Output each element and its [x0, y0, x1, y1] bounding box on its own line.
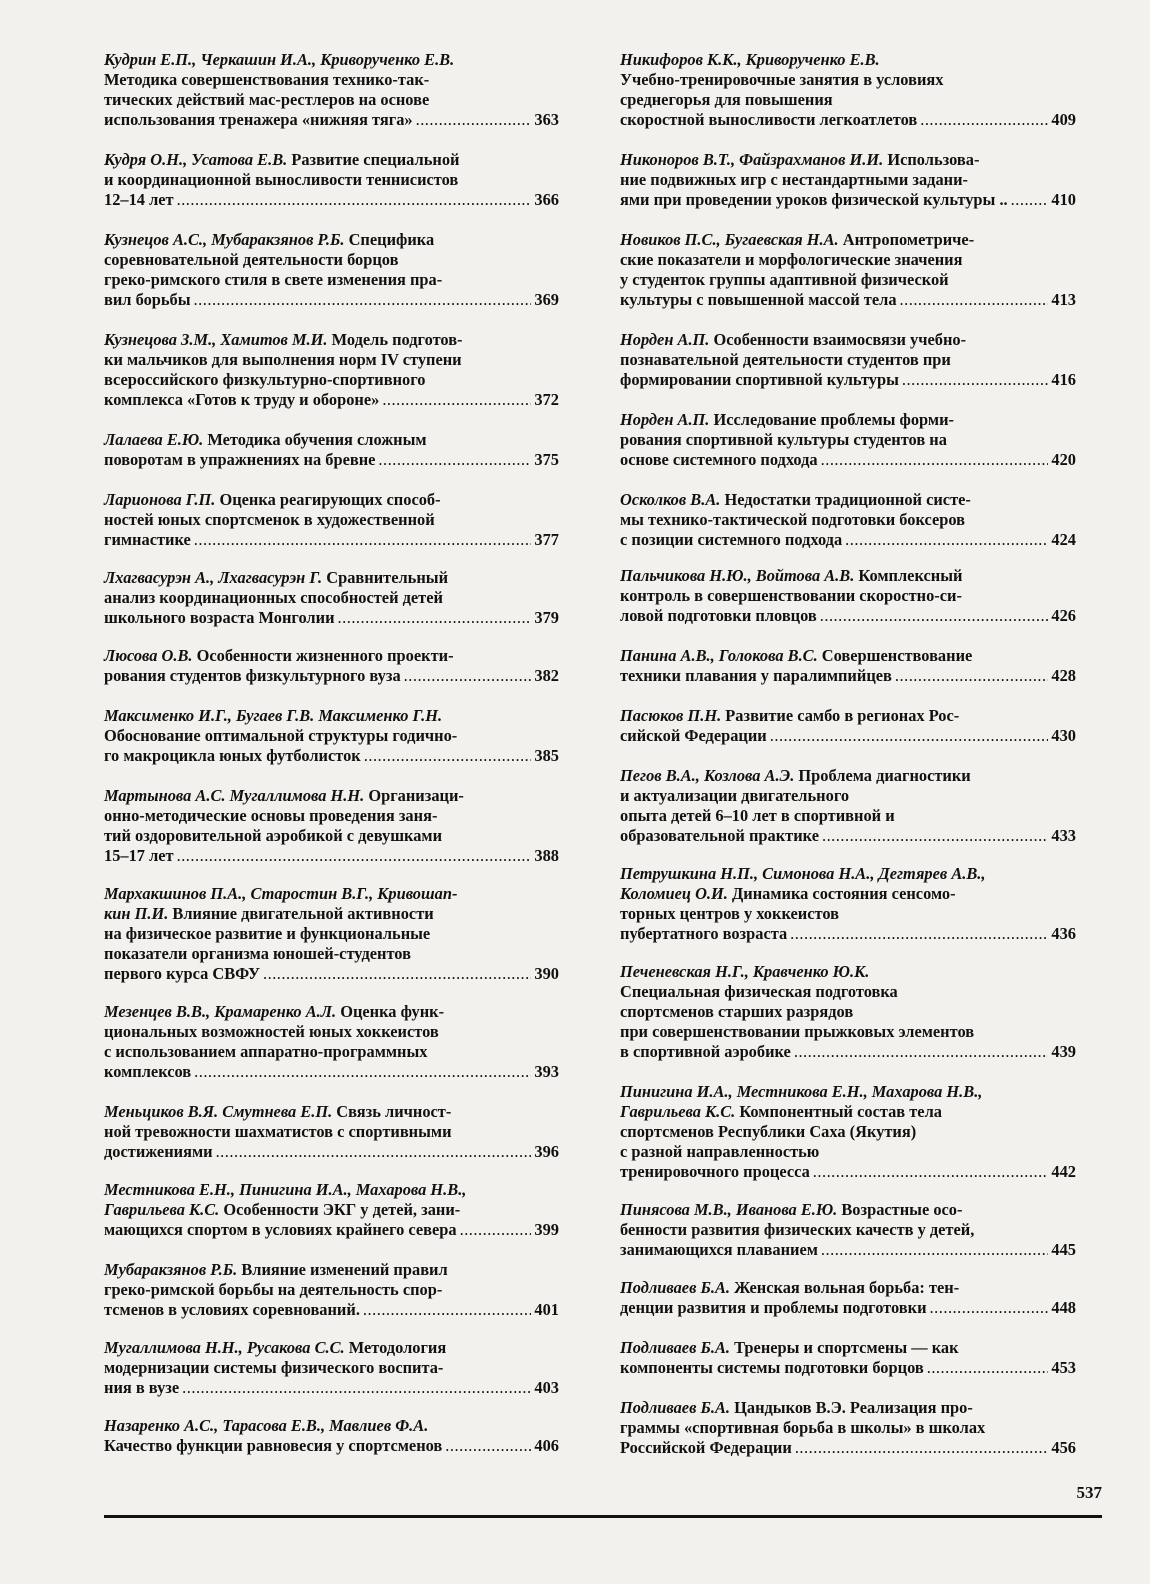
- dot-leader: [820, 606, 1049, 626]
- toc-entry-last-line: [104, 290, 559, 310]
- toc-entry-page: 442: [1051, 1162, 1076, 1181]
- toc-entry-line: Мезенцев В.В., Крамаренко А.Л. Оценка функ-: [104, 1002, 445, 1021]
- toc-entry-line: граммы «спортивная борьба в школы» в школах: [620, 1418, 986, 1437]
- dot-leader: [338, 608, 532, 628]
- toc-entry-last-line: [620, 1240, 1076, 1260]
- toc-entry: [620, 706, 1076, 746]
- toc-entry-line: Обоснование оптимальной структуры годично-: [104, 726, 458, 745]
- toc-entry-page: 377: [534, 530, 559, 549]
- dot-leader: [263, 964, 531, 984]
- toc-entry-last-line: [620, 110, 1076, 130]
- toc-entry-line: Коломиец О.И. Динамика состояния сенсомо-: [620, 884, 956, 903]
- toc-entry-title-end: ловой подготовки пловцов: [620, 606, 817, 625]
- toc-entry-line: контроль в совершенствовании скоростно-си-: [620, 586, 962, 605]
- toc-entry-line: циональных возможностей юных хоккеистов: [104, 1022, 439, 1041]
- toc-entry-last-line: [104, 964, 559, 984]
- toc-entry: [104, 330, 559, 410]
- toc-entry-line: Кудря О.Н., Усатова Е.В. Развитие специальной: [104, 150, 460, 169]
- toc-entry-last-line: [620, 1042, 1076, 1062]
- toc-entry-line: бенности развития физических качеств у детей,: [620, 1220, 975, 1239]
- toc-entry-title-end: тсменов в условиях соревнований.: [104, 1300, 360, 1319]
- dot-leader: [790, 924, 1048, 944]
- toc-entry-last-line: [104, 1378, 559, 1398]
- toc-entry: [620, 1338, 1076, 1378]
- toc-entry-last-line: [620, 1438, 1076, 1458]
- toc-entry-title-end: в спортивной аэробике: [620, 1042, 791, 1061]
- toc-entry-page: 379: [534, 608, 559, 627]
- toc-entry: [104, 230, 559, 310]
- toc-entry-line: Подливаев Б.А. Цандыков В.Э. Реализация про-: [620, 1398, 973, 1417]
- toc-entry-line: и координационной выносливости теннисистов: [104, 170, 459, 189]
- toc-entry-line: рования спортивной культуры студентов на: [620, 430, 947, 449]
- toc-entry-line: Осколков В.А. Недостатки традиционной систе-: [620, 490, 971, 509]
- toc-entry-last-line: [104, 450, 559, 470]
- toc-entry-line: Пасюков П.Н. Развитие самбо в регионах Рос-: [620, 706, 960, 725]
- dot-leader: [194, 290, 532, 310]
- toc-entry-last-line: [620, 1162, 1076, 1182]
- toc-entry: [104, 884, 559, 984]
- toc-entry-title-end: с позиции системного подхода: [620, 530, 843, 549]
- toc-entry: [620, 1278, 1076, 1318]
- toc-entry-last-line: [104, 190, 559, 210]
- toc-entry-last-line: [620, 726, 1076, 746]
- dot-leader: [821, 450, 1049, 470]
- toc-entry-title-end: достижениями: [104, 1142, 213, 1161]
- toc-entry: [104, 1102, 559, 1162]
- toc-entry-title-end: мающихся спортом в условиях крайнего севера: [104, 1220, 457, 1239]
- toc-entry-title-end: использования тренажера «нижняя тяга»: [104, 110, 413, 129]
- toc-entry-page: 369: [534, 290, 559, 309]
- toc-entry-title-end: формировании спортивной культуры: [620, 370, 899, 389]
- toc-entry-title-end: школьного возраста Монголии: [104, 608, 335, 627]
- dot-leader: [364, 746, 532, 766]
- toc-entry-last-line: [104, 1436, 559, 1456]
- toc-entry-line: спортсменов Республики Саха (Якутия): [620, 1122, 917, 1141]
- toc-entry-line: на физическое развитие и функциональные: [104, 924, 431, 943]
- toc-entry-line: Учебно-тренировочные занятия в условиях: [620, 70, 944, 89]
- toc-entry: [104, 568, 559, 628]
- page-number: 537: [1076, 1483, 1102, 1502]
- toc-entry-line: соревновательной деятельности борцов: [104, 250, 399, 269]
- toc-entry-line: тических действий мас-рестлеров на основе: [104, 90, 430, 109]
- toc-entry-title-end: пубертатного возраста: [620, 924, 788, 943]
- toc-entry-page: 406: [534, 1436, 559, 1455]
- toc-entry-page: 436: [1051, 924, 1076, 943]
- toc-entry-title-end: культуры с повышенной массой тела: [620, 290, 897, 309]
- toc-entry-last-line: [104, 746, 559, 766]
- toc-entry-line: Никифоров К.К., Криворученко Е.В.: [620, 50, 880, 69]
- toc-entry-page: 448: [1051, 1298, 1076, 1317]
- toc-entry-last-line: [620, 826, 1076, 846]
- toc-entry-title-end: Российской Федерации: [620, 1438, 792, 1457]
- dot-leader: [404, 666, 532, 686]
- toc-entry-line: Кудрин Е.П., Черкашин И.А., Криворученко Е.В.: [104, 50, 455, 69]
- toc-entry-title-end: ями при проведении уроков физической культуры ..: [620, 190, 1008, 209]
- toc-entry-last-line: [620, 1358, 1076, 1378]
- toc-entry-title-end: компоненты системы подготовки борцов: [620, 1358, 924, 1377]
- toc-entry-line: Мугаллимова Н.Н., Русакова С.С. Методология: [104, 1338, 447, 1357]
- toc-entry-line: спортсменов старших разрядов: [620, 1002, 854, 1021]
- toc-entry-page: 410: [1051, 190, 1076, 209]
- toc-entry-line: ки мальчиков для выполнения норм IV ступени: [104, 350, 462, 369]
- toc-entry-line: Печеневская Н.Г., Кравченко Ю.К.: [620, 962, 870, 981]
- toc-entry-last-line: [620, 606, 1076, 626]
- toc-entry-last-line: [620, 924, 1076, 944]
- toc-entry-line: и актуализации двигательного: [620, 786, 850, 805]
- toc-entry-title-end: основе системного подхода: [620, 450, 818, 469]
- toc-entry-title-end: рования студентов физкультурного вуза: [104, 666, 401, 685]
- toc-entry-line: Подливаев Б.А. Тренеры и спортсмены — как: [620, 1338, 959, 1357]
- toc-entry: [104, 1002, 559, 1082]
- toc-entry: [104, 1260, 559, 1320]
- toc-entry-line: анализ координационных способностей детей: [104, 588, 443, 607]
- toc-entry-title-end: комплекса «Готов к труду и обороне»: [104, 390, 380, 409]
- toc-entry-page: 409: [1051, 110, 1076, 129]
- toc-entry-line: Назаренко А.С., Тарасова Е.В., Мавлиев Ф.А.: [104, 1416, 429, 1435]
- dot-leader: [177, 190, 532, 210]
- toc-entry-title-end: образовательной практике: [620, 826, 819, 845]
- toc-entry-title-end: 15–17 лет: [104, 846, 174, 865]
- dot-leader: [902, 370, 1048, 390]
- toc-entry: [620, 1082, 1076, 1182]
- toc-entry: [620, 490, 1076, 550]
- toc-entry: [620, 230, 1076, 310]
- toc-entry: [620, 330, 1076, 390]
- toc-entry-line: Специальная физическая подготовка: [620, 982, 898, 1001]
- toc-entry-line: Подливаев Б.А. Женская вольная борьба: тен-: [620, 1278, 960, 1297]
- dot-leader: [177, 846, 532, 866]
- toc-entry-line: ние подвижных игр с нестандартными задани-: [620, 170, 968, 189]
- toc-entry-page: 456: [1051, 1438, 1076, 1457]
- toc-entry-line: с использованием аппаратно-программных: [104, 1042, 428, 1061]
- toc-entry-line: Лалаева Е.Ю. Методика обучения сложным: [104, 430, 427, 449]
- toc-entry-line: Мархакшинов П.А., Старостин В.Г., Кривошап-: [104, 884, 458, 903]
- dot-leader: [900, 290, 1049, 310]
- toc-entry-last-line: [104, 1062, 559, 1082]
- toc-entry-line: Кузнецов А.С., Мубаракзянов Р.Б. Специфика: [104, 230, 435, 249]
- toc-entry-line: Пинигина И.А., Местникова Е.Н., Махарова Н.В.,: [620, 1082, 983, 1101]
- toc-entry-last-line: [620, 530, 1076, 550]
- dot-leader: [194, 530, 532, 550]
- toc-entry-line: ские показатели и морфологические значения: [620, 250, 963, 269]
- toc-entry-line: Пинясова М.В., Иванова Е.Ю. Возрастные осо-: [620, 1200, 963, 1219]
- toc-entry-line: Пальчикова Н.Ю., Войтова А.В. Комплексный: [620, 566, 963, 585]
- toc-entry-line: Кузнецова З.М., Хамитов М.И. Модель подготов-: [104, 330, 463, 349]
- dot-leader: [216, 1142, 532, 1162]
- toc-entry-title-end: гимнастике: [104, 530, 191, 549]
- toc-entry-line: Мартынова А.С. Мугаллимова Н.Н. Организаци-: [104, 786, 464, 805]
- dot-leader: [445, 1436, 531, 1456]
- toc-entry-line: Меньциков В.Я. Смутнева Е.П. Связь личност-: [104, 1102, 452, 1121]
- toc-entry-page: 430: [1051, 726, 1076, 745]
- toc-entry-line: модернизации системы физического воспита-: [104, 1358, 444, 1377]
- toc-entry-page: 416: [1051, 370, 1076, 389]
- toc-entry-line: Норден А.П. Особенности взаимосвязи учебно-: [620, 330, 967, 349]
- toc-entry-page: 393: [534, 1062, 559, 1081]
- toc-entry-title-end: ния в вузе: [104, 1378, 180, 1397]
- toc-entry-line: показатели организма юношей-студентов: [104, 944, 411, 963]
- toc-entry-page: 396: [534, 1142, 559, 1161]
- toc-entry-last-line: [620, 1298, 1076, 1318]
- toc-entry-page: 433: [1051, 826, 1076, 845]
- toc-entry-last-line: [620, 190, 1076, 210]
- toc-entry-page: 363: [534, 110, 559, 129]
- toc-entry-line: Пегов В.А., Козлова А.Э. Проблема диагностики: [620, 766, 971, 785]
- toc-entry: [620, 646, 1076, 686]
- toc-entry-title-end: тренировочного процесса: [620, 1162, 810, 1181]
- toc-entry-last-line: [104, 846, 559, 866]
- toc-entry-last-line: [620, 450, 1076, 470]
- toc-entry: [104, 1180, 559, 1240]
- toc-entry: [620, 50, 1076, 130]
- dot-leader: [930, 1298, 1049, 1318]
- dot-leader: [416, 110, 532, 130]
- toc-entry: [104, 50, 559, 130]
- toc-entry-last-line: [620, 370, 1076, 390]
- toc-entry-line: познавательной деятельности студентов при: [620, 350, 951, 369]
- toc-entry: [620, 1200, 1076, 1260]
- toc-entry-line: Методика совершенствования технико-так-: [104, 70, 430, 89]
- toc-entry: [620, 410, 1076, 470]
- dot-leader: [382, 390, 531, 410]
- toc-entry: [104, 786, 559, 866]
- toc-entry: [620, 864, 1076, 944]
- toc-entry-line: Гаврильева К.С. Особенности ЭКГ у детей, зани-: [104, 1200, 461, 1219]
- toc-entry-line: Люсова О.В. Особенности жизненного проекти-: [104, 646, 454, 665]
- toc-entry-page: 388: [534, 846, 559, 865]
- dot-leader: [795, 1438, 1049, 1458]
- toc-entry-line: ностей юных спортсменок в художественной: [104, 510, 435, 529]
- toc-entry-title-end: первого курса СВФУ: [104, 964, 261, 983]
- toc-entry-page: 424: [1051, 530, 1076, 549]
- toc-entry-line: греко-римского стиля в свете изменения пра-: [104, 270, 443, 289]
- dot-leader: [813, 1162, 1049, 1182]
- toc-entry-page: 366: [534, 190, 559, 209]
- footer-rule: [104, 1515, 1102, 1518]
- toc-entry-page: 401: [534, 1300, 559, 1319]
- toc-entry-line: Новиков П.С., Бугаевская Н.А. Антропометриче-: [620, 230, 975, 249]
- toc-entry: [104, 1338, 559, 1398]
- dot-leader: [895, 666, 1049, 686]
- toc-entry-page: 385: [534, 746, 559, 765]
- toc-entry-page: 428: [1051, 666, 1076, 685]
- toc-entry-title-end: комплексов: [104, 1062, 192, 1081]
- toc-entry-line: при совершенствовании прыжковых элементов: [620, 1022, 975, 1041]
- toc-entry-page: 426: [1051, 606, 1076, 625]
- dot-leader: [845, 530, 1048, 550]
- toc-entry-line: мы технико-тактической подготовки боксеров: [620, 510, 966, 529]
- toc-entry-page: 413: [1051, 290, 1076, 309]
- toc-entry: [620, 150, 1076, 210]
- toc-entry: [104, 706, 559, 766]
- toc-entry-page: 403: [534, 1378, 559, 1397]
- toc-entry: [620, 766, 1076, 846]
- toc-entry-last-line: [620, 666, 1076, 686]
- toc-entry-line: Лхагвасурэн А., Лхагвасурэн Г. Сравнительный: [104, 568, 449, 587]
- dot-leader: [920, 110, 1048, 130]
- toc-entry-line: Никоноров В.Т., Файзрахманов И.И. Использова-: [620, 150, 980, 169]
- toc-entry-title-end: вил борьбы: [104, 290, 191, 309]
- toc-entry-line: кин П.И. Влияние двигательной активности: [104, 904, 434, 923]
- toc-entry-title-end: 12–14 лет: [104, 190, 174, 209]
- toc-entry-line: онно-методические основы проведения заня-: [104, 806, 438, 825]
- toc-entry-line: Гаврильева К.С. Компонентный состав тела: [620, 1102, 942, 1121]
- toc-entry-line: Мубаракзянов Р.Б. Влияние изменений правил: [104, 1260, 448, 1279]
- toc-entry-line: Местникова Е.Н., Пинигина И.А., Махарова Н.В.,: [104, 1180, 467, 1199]
- toc-entry-title-end: скоростной выносливости легкоатлетов: [620, 110, 918, 129]
- toc-entry-line: всероссийского физкультурно-спортивного: [104, 370, 426, 389]
- toc-entry-page: 399: [534, 1220, 559, 1239]
- dot-leader: [194, 1062, 531, 1082]
- toc-entry: [620, 1398, 1076, 1458]
- toc-entry-title-end: техники плавания у паралимпийцев: [620, 666, 892, 685]
- toc-entry: [104, 490, 559, 550]
- dot-leader: [363, 1300, 531, 1320]
- toc-entry-title-end: сийской Федерации: [620, 726, 767, 745]
- dot-leader: [182, 1378, 531, 1398]
- dot-leader: [1011, 190, 1049, 210]
- toc-entry-last-line: [104, 1142, 559, 1162]
- toc-entry-line: ной тревожности шахматистов с спортивными: [104, 1122, 452, 1141]
- toc-entry-title-end: занимающихся плаванием: [620, 1240, 818, 1259]
- toc-entry-last-line: [104, 110, 559, 130]
- toc-entry-line: тий оздоровительной аэробикой с девушками: [104, 826, 443, 845]
- toc-entry-page: 439: [1051, 1042, 1076, 1061]
- toc-entry: [620, 566, 1076, 626]
- toc-entry-last-line: [104, 608, 559, 628]
- toc-entry-last-line: [620, 290, 1076, 310]
- toc-entry-title-end: поворотам в упражнениях на бревне: [104, 450, 376, 469]
- dot-leader: [770, 726, 1049, 746]
- dot-leader: [822, 826, 1048, 846]
- toc-entry-page: 453: [1051, 1358, 1076, 1377]
- toc-entry-title-end: го макроцикла юных футболисток: [104, 746, 361, 765]
- dot-leader: [927, 1358, 1049, 1378]
- toc-entry: [104, 150, 559, 210]
- toc-entry-page: 390: [534, 964, 559, 983]
- toc-entry-line: торных центров у хоккеистов: [620, 904, 839, 923]
- toc-entry-line: Панина А.В., Голокова В.С. Совершенствование: [620, 646, 973, 665]
- toc-entry-title-end: денции развития и проблемы подготовки: [620, 1298, 927, 1317]
- dot-leader: [821, 1240, 1049, 1260]
- dot-leader: [460, 1220, 532, 1240]
- toc-entry-last-line: [104, 1220, 559, 1240]
- toc-entry-line: Петрушкина Н.П., Симонова Н.А., Дегтярев А.В.,: [620, 864, 986, 883]
- toc-entry-last-line: [104, 666, 559, 686]
- dot-leader: [378, 450, 531, 470]
- toc-entry-last-line: [104, 530, 559, 550]
- toc-entry: [104, 646, 559, 686]
- toc-entry: [104, 1416, 559, 1456]
- toc-entry-page: 372: [534, 390, 559, 409]
- toc-entry-line: Максименко И.Г., Бугаев Г.В. Максименко Г.Н.: [104, 706, 443, 725]
- toc-entry-line: Норден А.П. Исследование проблемы форми-: [620, 410, 954, 429]
- toc-entry: [620, 962, 1076, 1062]
- toc-entry-line: с разной направленностью: [620, 1142, 820, 1161]
- toc-entry-title-end: Качество функции равновесия у спортсменов: [104, 1436, 443, 1455]
- toc-entry-line: опыта детей 6–10 лет в спортивной и: [620, 806, 895, 825]
- toc-entry-page: 445: [1051, 1240, 1076, 1259]
- toc-entry: [104, 430, 559, 470]
- toc-entry-line: греко-римской борьбы на деятельность спор-: [104, 1280, 443, 1299]
- dot-leader: [794, 1042, 1049, 1062]
- toc-entry-line: Ларионова Г.П. Оценка реагирующих способ-: [104, 490, 441, 509]
- toc-entry-page: 375: [534, 450, 559, 469]
- toc-entry-line: среднегорья для повышения: [620, 90, 833, 109]
- toc-entry-page: 420: [1051, 450, 1076, 469]
- toc-entry-page: 382: [534, 666, 559, 685]
- toc-entry-last-line: [104, 390, 559, 410]
- toc-entry-last-line: [104, 1300, 559, 1320]
- toc-entry-line: у студенток группы адаптивной физической: [620, 270, 949, 289]
